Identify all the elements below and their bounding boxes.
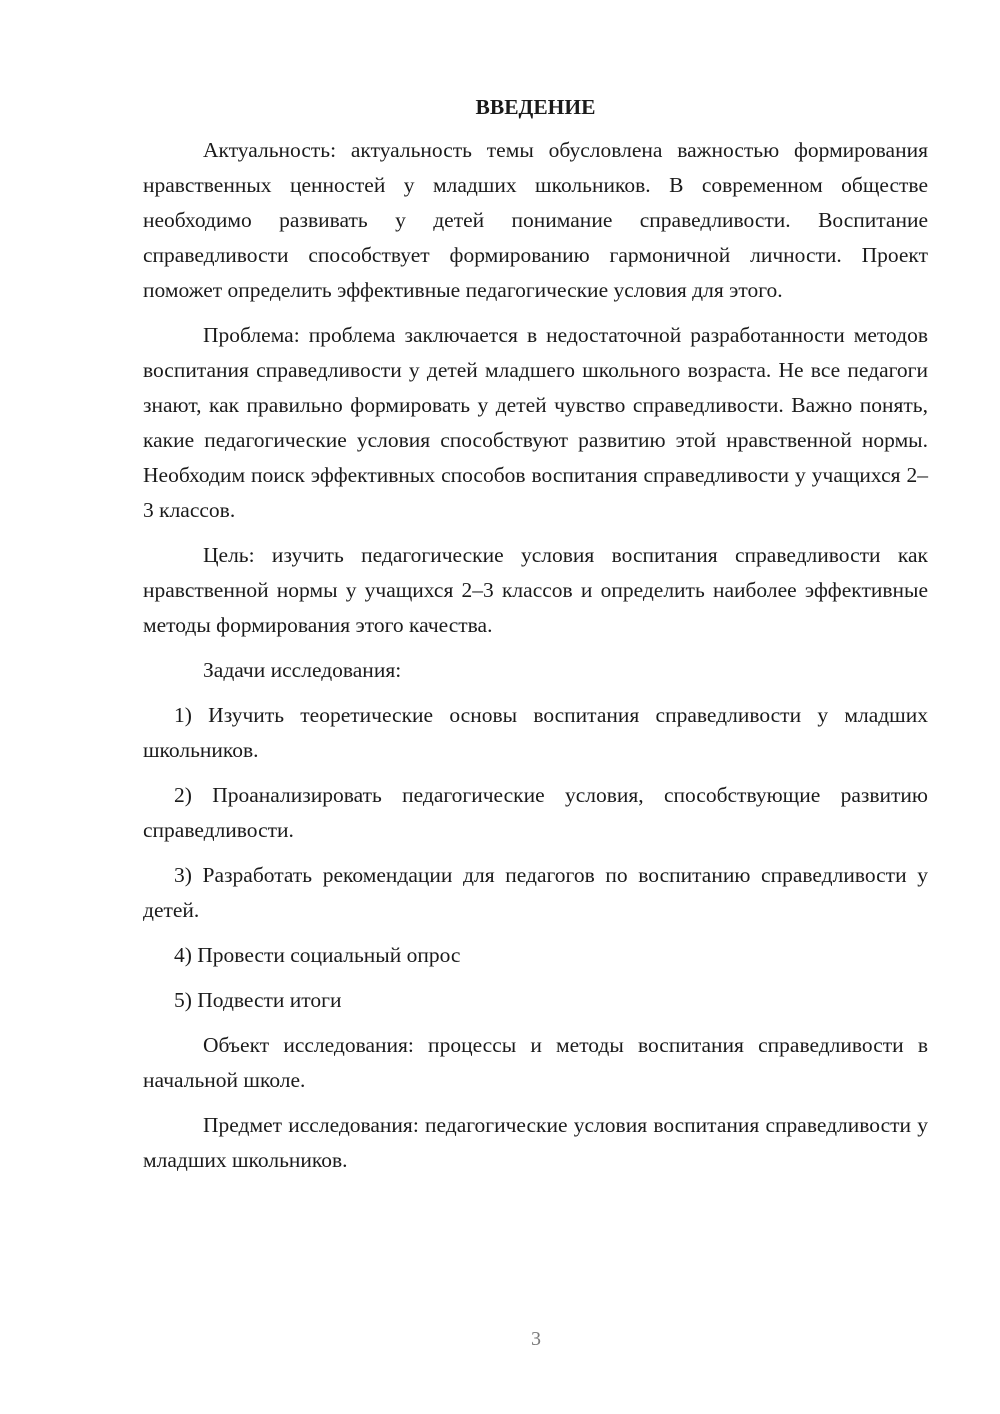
paragraph-subject: Предмет исследования: педагогические условия воспитания справедливости у младших школьников. <box>143 1113 928 1172</box>
page-number: 3 <box>531 1328 541 1350</box>
list-item: 3) Разработать рекомендации для педагогов по воспитанию справедливости у детей. <box>143 863 928 922</box>
list-item: 5) Подвести итоги <box>174 988 342 1012</box>
tasks-title: Задачи исследования: <box>203 658 402 682</box>
list-item: 1) Изучить теоретические основы воспитания справедливости у младших школьников. <box>143 703 928 762</box>
paragraph-relevance: Актуальность: актуальность темы обусловлена важностью формирования нравственных ценностей у младших школьников. В современном обществе необходимо развивать у детей понимание справедливости. Воспитание справедливости способствует формированию гармоничной личности. Проект поможет определить эффективные педагогические условия для этого. <box>143 138 928 302</box>
section-heading: ВВЕДЕНИЕ <box>475 95 596 119</box>
paragraph-problem: Проблема: проблема заключается в недостаточной разработанности методов воспитания справедливости у детей младшего школьного возраста. Не все педагоги знают, как правильно формировать у детей чувство справедливости. Важно понять, какие педагогические условия способствуют развитию этой нравственной нормы. Необходим поиск эффективных способов воспитания справедливости у учащихся 2–3 классов. <box>143 323 928 522</box>
paragraph-goal: Цель: изучить педагогические условия воспитания справедливости как нравственной нормы у учащихся 2–3 классов и определить наиболее эффективные методы формирования этого качества. <box>143 543 928 637</box>
list-item: 4) Провести социальный опрос <box>174 943 461 967</box>
list-item: 2) Проанализировать педагогические условия, способствующие развитию справедливости. <box>143 783 928 842</box>
paragraph-object: Объект исследования: процессы и методы воспитания справедливости в начальной школе. <box>143 1033 928 1092</box>
page-content <box>143 90 928 1178</box>
